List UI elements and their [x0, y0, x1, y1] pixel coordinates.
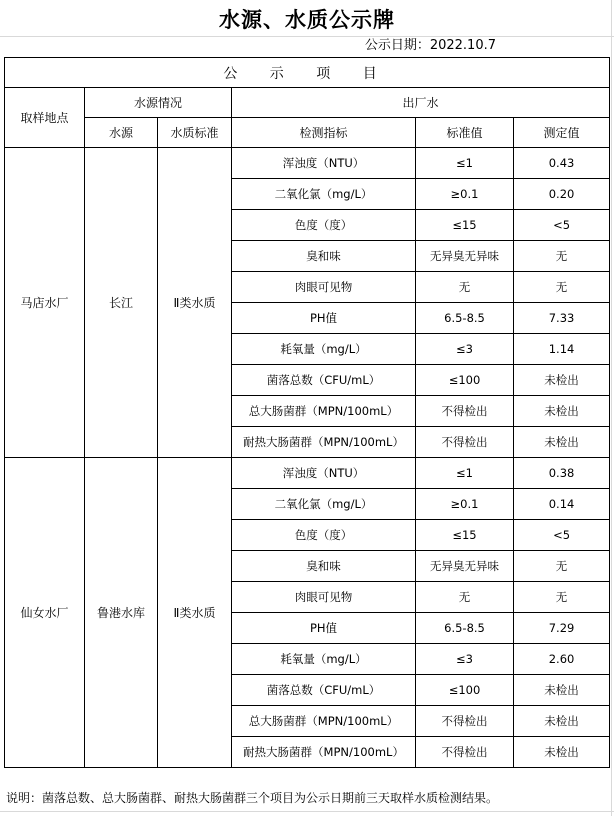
indicator-cell: PH值 [232, 613, 416, 644]
measured-value-cell: 7.29 [514, 613, 610, 644]
measured-value-cell: 无 [514, 272, 610, 303]
publish-date: 公示日期：2022.10.7 [364, 38, 496, 53]
measured-value-cell: 无 [514, 241, 610, 272]
standard-value-cell: ≤1 [416, 148, 514, 179]
standard-value-cell: ≤100 [416, 365, 514, 396]
indicator-cell: 臭和味 [232, 551, 416, 582]
standard-value-cell: ≤100 [416, 675, 514, 706]
indicator-cell: 色度（度） [232, 520, 416, 551]
indicator-cell: 总大肠菌群（MPN/100mL） [232, 396, 416, 427]
measured-value-cell: 0.38 [514, 458, 610, 489]
water-source-cell: 鲁港水库 [85, 458, 158, 768]
standard-value-cell: 6.5-8.5 [416, 613, 514, 644]
measured-value-cell: 0.20 [514, 179, 610, 210]
standard-value-header: 标准值 [416, 118, 514, 148]
indicator-cell: 耗氧量（mg/L） [232, 644, 416, 675]
standard-value-cell: 不得检出 [416, 737, 514, 768]
grid-line-bottom [0, 811, 614, 812]
measured-value-cell: 未检出 [514, 427, 610, 458]
standard-value-cell: ≤1 [416, 458, 514, 489]
grid-line-top [0, 36, 614, 37]
standard-value-cell: 不得检出 [416, 427, 514, 458]
indicator-cell: 肉眼可见物 [232, 272, 416, 303]
measured-value-cell: 未检出 [514, 737, 610, 768]
measured-value-header: 测定值 [514, 118, 610, 148]
table-header-row [5, 118, 610, 148]
measured-value-cell: 7.33 [514, 303, 610, 334]
standard-value-cell: ≤15 [416, 210, 514, 241]
quality-standard-cell: Ⅱ类水质 [158, 148, 232, 458]
measured-value-cell: 未检出 [514, 396, 610, 427]
indicator-cell: 浑浊度（NTU） [232, 458, 416, 489]
table-row [5, 458, 610, 489]
indicator-cell: 耗氧量（mg/L） [232, 334, 416, 365]
indicator-header: 检测指标 [232, 118, 416, 148]
plant-name-cell: 马店水厂 [5, 148, 85, 458]
measured-value-cell: 0.14 [514, 489, 610, 520]
indicator-cell: 色度（度） [232, 210, 416, 241]
measured-value-cell: 未检出 [514, 365, 610, 396]
standard-value-cell: 不得检出 [416, 396, 514, 427]
indicator-cell: 耐热大肠菌群（MPN/100mL） [232, 737, 416, 768]
measured-value-cell: 0.43 [514, 148, 610, 179]
measured-value-cell: <5 [514, 210, 610, 241]
page-title: 水源、水质公示牌 [219, 8, 395, 32]
standard-value-cell: ≤3 [416, 334, 514, 365]
indicator-cell: PH值 [232, 303, 416, 334]
indicator-cell: 肉眼可见物 [232, 582, 416, 613]
measured-value-cell: 未检出 [514, 675, 610, 706]
indicator-cell: 臭和味 [232, 241, 416, 272]
indicator-cell: 耐热大肠菌群（MPN/100mL） [232, 427, 416, 458]
source-header: 水源 [85, 118, 158, 148]
grid-line-right [611, 0, 612, 816]
indicator-cell: 二氧化氯（mg/L） [232, 489, 416, 520]
standard-value-cell: ≤3 [416, 644, 514, 675]
location-header: 取样地点 [5, 88, 85, 148]
water-source-cell: 长江 [85, 148, 158, 458]
standard-value-cell: 无 [416, 582, 514, 613]
standard-value-cell: 6.5-8.5 [416, 303, 514, 334]
standard-value-cell: 无异臭无异味 [416, 551, 514, 582]
plant-name-cell: 仙女水厂 [5, 458, 85, 768]
indicator-cell: 菌落总数（CFU/mL） [232, 675, 416, 706]
standard-value-cell: ≥0.1 [416, 489, 514, 520]
source-info-header: 水源情况 [85, 88, 232, 118]
indicator-cell: 二氧化氯（mg/L） [232, 179, 416, 210]
footnote: 说明：菌落总数、总大肠菌群、耐热大肠菌群三个项目为公示日期前三天取样水质检测结果。 [6, 791, 499, 805]
measured-value-cell: 未检出 [514, 706, 610, 737]
standard-value-cell: 无 [416, 272, 514, 303]
table-row [5, 148, 610, 179]
measured-value-cell: 无 [514, 551, 610, 582]
outlet-water-header: 出厂水 [232, 88, 610, 118]
quality-standard-cell: Ⅱ类水质 [158, 458, 232, 768]
standard-value-cell: ≤15 [416, 520, 514, 551]
table-header-row [5, 58, 610, 88]
indicator-cell: 浑浊度（NTU） [232, 148, 416, 179]
measured-value-cell: 2.60 [514, 644, 610, 675]
table-header-row [5, 88, 610, 118]
water-quality-table [4, 57, 610, 768]
standard-value-cell: 无异臭无异味 [416, 241, 514, 272]
standard-value-cell: 不得检出 [416, 706, 514, 737]
measured-value-cell: 无 [514, 582, 610, 613]
measured-value-cell: 1.14 [514, 334, 610, 365]
measured-value-cell: <5 [514, 520, 610, 551]
project-header: 公 示 项 目 [5, 58, 610, 88]
indicator-cell: 菌落总数（CFU/mL） [232, 365, 416, 396]
standard-value-cell: ≥0.1 [416, 179, 514, 210]
indicator-cell: 总大肠菌群（MPN/100mL） [232, 706, 416, 737]
quality-standard-header: 水质标准 [158, 118, 232, 148]
